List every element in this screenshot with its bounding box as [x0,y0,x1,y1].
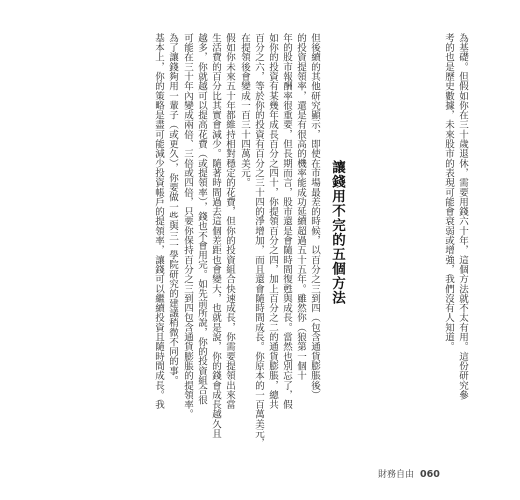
section-title: 讓錢用不完的五個方法 [329,160,345,305]
para1-line-3: 年的股市報酬率很重要，但長期而言，股市還是會隨時間復甦與成長。當然也別忘了，假 [281,33,292,410]
para2-line-4: 可能在三十年內變成兩倍、三倍或四倍，只要你保持百分之三到四包含通貨膨脹的提領率。 [182,33,193,419]
intro-line-1: 為基礎。但假如你在三十歲退休，需要用錢六十年，這個方法就不太有用。這份研究參 [457,33,468,400]
para3-line-1: 為了讓錢夠用一輩子（或更久），你要做一些與三一學院研究的建議稍微不同的事。 [167,33,178,386]
para3-line-2: 基本上，你的策略是盡可能減少投資帳戶的提領率，讓錢可以繼續投資且隨時間成長。我 [153,33,164,410]
para2-line-3: 越多，你就越可以提高花費（或提領率），錢也不會用完。如先前所說，你的投資組合很 [196,33,207,405]
para1-line-2: 的投資提領率，還是有很高的機率能成功延續超過五十五年。雖然你（狼第一個十 [295,33,306,381]
para1-line-5: 百分之六，等於你的投資有百分之三十四的淨增加，而且還會隨時間成長。你原本的一百萬美元， [253,33,264,448]
intro-line-2: 考的也是歷史數據，未來股市的表現可能會衰弱或增強，我們沒有人知道。 [443,33,454,352]
para1-line-4: 如你的投資有某幾年成長百分之四十，你提領百分之四，加上百分之二的通貨膨脹，總共 [267,33,278,410]
page-number: 060 [420,469,440,480]
para1-line-6: 在提領後會變成一百三十四萬美元。 [239,33,250,188]
running-book-title: 財務自由 [378,470,415,480]
page-footer [378,467,440,480]
para2-line-2: 生活費的百分比其實會減少。隨著時間過去這個差距也會變大，也就是說，你的錢會成長越久且 [210,33,221,439]
para1-line-1: 但後續的其他研究顯示，即使在市場最差的時候，以百分之三到四（包含通貨膨脹後） [309,33,320,400]
para2-line-1: 假如你未來五十年都維持相對穩定的花費，但你的投資組合快速成長，你需要提領出來當 [224,33,235,410]
